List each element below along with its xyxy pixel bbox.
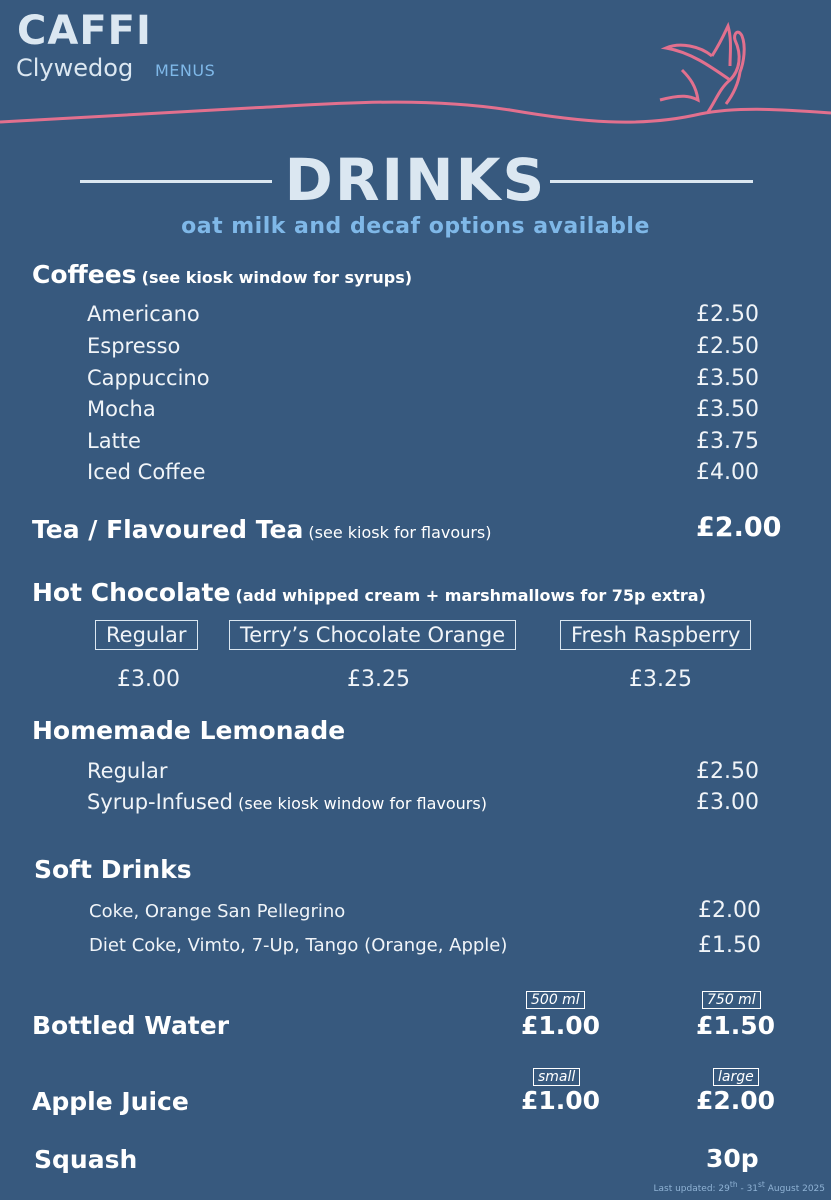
menu-item-name: Regular xyxy=(87,759,168,783)
menu-item-name: Diet Coke, Vimto, 7-Up, Tango (Orange, Apple) xyxy=(89,935,508,956)
apple-juice-heading: Apple Juice xyxy=(32,1087,189,1116)
menu-item-price: £3.75 xyxy=(696,429,759,454)
menu-item-price: £4.00 xyxy=(696,460,759,485)
size-tag: 750 ml xyxy=(702,991,761,1009)
size-tag: small xyxy=(533,1068,580,1086)
juice-price-large: £2.00 xyxy=(696,1086,776,1115)
hot-chocolate-option: Terry’s Chocolate Orange xyxy=(229,620,516,650)
menu-item-price: £2.50 xyxy=(696,302,759,327)
menu-item-name: Espresso xyxy=(87,334,181,358)
menu-item-price: £2.50 xyxy=(696,759,759,784)
menu-item-price: £3.00 xyxy=(696,790,759,815)
hot-chocolate-heading: Hot Chocolate xyxy=(32,578,231,607)
hot-chocolate-option: Regular xyxy=(95,620,198,650)
bottled-water-heading: Bottled Water xyxy=(32,1011,230,1040)
water-price-small: £1.00 xyxy=(521,1011,601,1040)
tea-header xyxy=(32,515,491,544)
juice-price-small: £1.00 xyxy=(521,1086,601,1115)
water-price-large: £1.50 xyxy=(696,1011,776,1040)
last-updated-text: - 31 xyxy=(737,1184,759,1194)
tea-note: (see kiosk for flavours) xyxy=(308,523,492,542)
last-updated-text: Last updated: 29 xyxy=(653,1184,730,1194)
soft-drinks-heading: Soft Drinks xyxy=(34,855,192,884)
hot-chocolate-price: £3.25 xyxy=(347,667,410,692)
hot-chocolate-price: £3.25 xyxy=(629,667,692,692)
menu-item-name: Americano xyxy=(87,302,200,326)
menu-item-name: Latte xyxy=(87,429,141,453)
brand-name: CAFFI xyxy=(17,8,152,54)
brand-subtitle: Clywedog xyxy=(16,54,134,82)
page-subtitle: oat milk and decaf options available xyxy=(181,214,650,239)
size-tag: 500 ml xyxy=(526,991,585,1009)
menu-item-name: Cappuccino xyxy=(87,366,210,390)
last-updated-text: August 2025 xyxy=(764,1184,825,1194)
tea-heading: Tea / Flavoured Tea xyxy=(32,515,304,544)
coffees-header xyxy=(32,260,412,289)
menu-item-price: £2.50 xyxy=(696,334,759,359)
hot-chocolate-price: £3.00 xyxy=(117,667,180,692)
brand-menus-label: MENUS xyxy=(155,61,216,80)
hot-chocolate-option: Fresh Raspberry xyxy=(560,620,751,650)
menu-item-price: £3.50 xyxy=(696,397,759,422)
menu-item-name: Coke, Orange San Pellegrino xyxy=(89,901,346,922)
squash-heading: Squash xyxy=(34,1145,138,1174)
coffees-heading: Coffees xyxy=(32,260,137,289)
menu-item-name: Iced Coffee xyxy=(87,460,206,484)
wave-bird-decoration xyxy=(0,0,831,140)
hot-chocolate-note: (add whipped cream + marshmallows for 75p extra) xyxy=(235,586,706,605)
last-updated xyxy=(654,1180,826,1194)
menu-item-name: Syrup-Infused xyxy=(87,790,234,814)
last-updated-suffix: th xyxy=(729,1180,738,1189)
menu-item-note: (see kiosk window for flavours) xyxy=(238,794,487,813)
size-tag: large xyxy=(713,1068,759,1086)
lemonade-syrup-row xyxy=(87,790,487,814)
title-rule-right xyxy=(550,180,753,183)
menu-item-price: £1.50 xyxy=(698,933,761,958)
menu-item-price: £2.00 xyxy=(698,898,761,923)
coffees-note: (see kiosk window for syrups) xyxy=(141,268,413,287)
tea-price: £2.00 xyxy=(696,512,782,543)
menu-item-name: Mocha xyxy=(87,397,156,421)
squash-price: 30p xyxy=(706,1144,759,1173)
menu-item-price: £3.50 xyxy=(696,366,759,391)
last-updated-suffix: st xyxy=(758,1180,765,1189)
page-title: DRINKS xyxy=(284,146,547,214)
hot-chocolate-header xyxy=(32,578,706,607)
lemonade-heading: Homemade Lemonade xyxy=(32,716,346,745)
